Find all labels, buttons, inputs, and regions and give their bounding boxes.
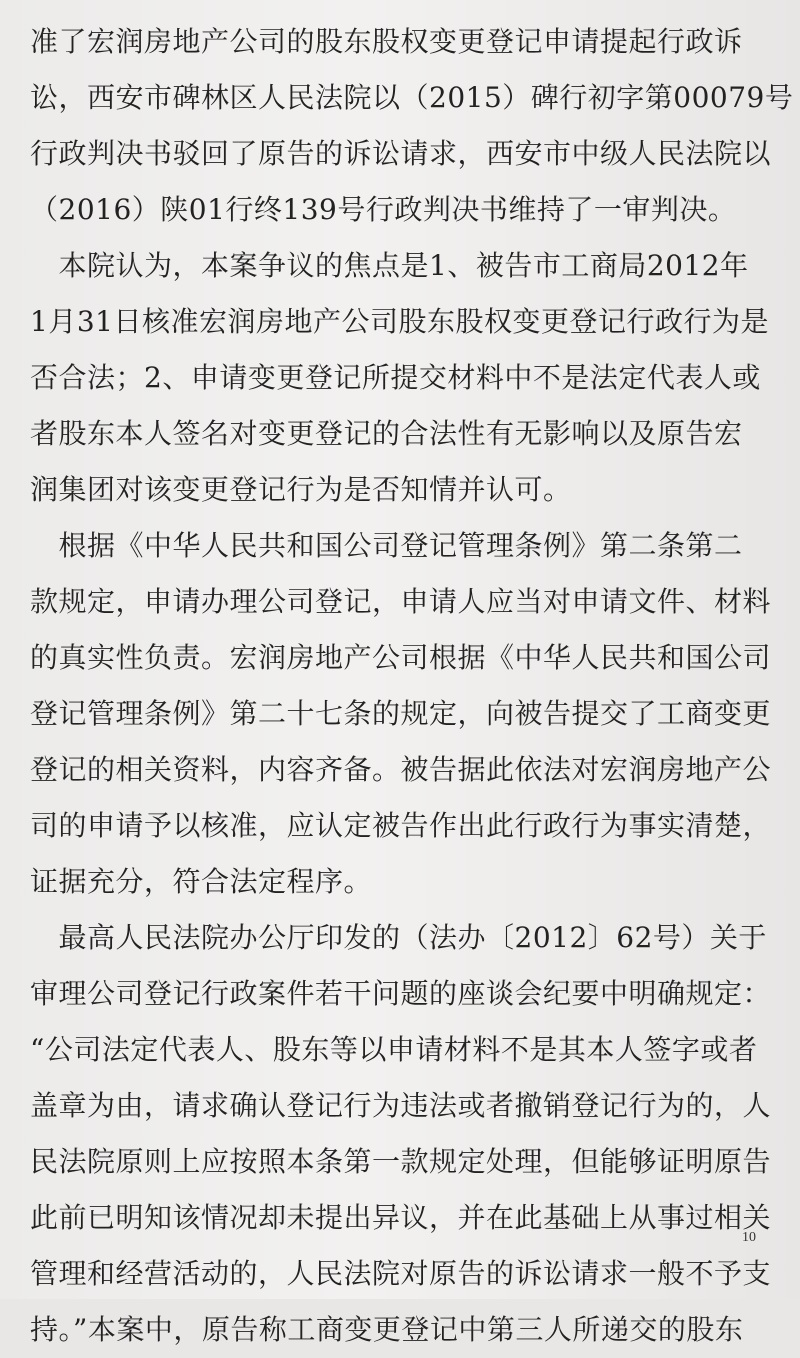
- text-line: 款规定，申请办理公司登记，申请人应当对申请文件、材料: [30, 585, 772, 618]
- text-line: （2016）陕01行终139号行政判决书维持了一审判决。: [30, 193, 737, 226]
- text-line: 证据充分，符合法定程序。: [30, 865, 373, 898]
- text-line: 准了宏润房地产公司的股东股权变更登记申请提起行政诉: [30, 25, 743, 58]
- text-line: 讼，西安市碑林区人民法院以（2015）碑行初字第00079号: [30, 81, 794, 114]
- page-number: 10: [742, 1230, 756, 1245]
- text-line: 根据《中华人民共和国公司登记管理条例》第二条第二: [30, 529, 743, 562]
- text-line: 者股东本人签名对变更登记的合法性有无影响以及原告宏: [30, 417, 743, 450]
- text-line: 此前已明知该情况却未提出异议，并在此基础上从事过相关: [30, 1201, 772, 1234]
- text-line: 行政判决书驳回了原告的诉讼请求，西安市中级人民法院以: [30, 137, 772, 170]
- text-line: 管理和经营活动的，人民法院对原告的诉讼请求一般不予支: [30, 1257, 772, 1290]
- text-line: 润集团对该变更登记行为是否知情并认可。: [30, 473, 572, 506]
- text-line: 持。”本案中，原告称工商变更登记中第三人所递交的股东: [30, 1313, 744, 1346]
- text-line: 登记的相关资料，内容齐备。被告据此依法对宏润房地产公: [30, 753, 772, 786]
- text-line: 本院认为，本案争议的焦点是1、被告市工商局2012年: [30, 249, 749, 282]
- text-line: “公司法定代表人、股东等以申请材料不是其本人签字或者: [30, 1033, 758, 1066]
- text-line: 盖章为由，请求确认登记行为违法或者撤销登记行为的，人: [30, 1089, 772, 1122]
- text-line: 最高人民法院办公厅印发的（法办〔2012〕62号）关于: [30, 921, 767, 954]
- text-line: 司的申请予以核准，应认定被告作出此行政行为事实清楚，: [30, 809, 772, 842]
- body-text: [30, 14, 794, 1358]
- text-line: 登记管理条例》第二十七条的规定，向被告提交了工商变更: [30, 697, 772, 730]
- text-line: 的真实性负责。宏润房地产公司根据《中华人民共和国公司: [30, 641, 772, 674]
- text-line: 否合法；2、申请变更登记所提交材料中不是法定代表人或: [30, 361, 761, 394]
- text-line: 1月31日核准宏润房地产公司股东股权变更登记行政行为是: [30, 305, 769, 338]
- text-line: 民法院原则上应按照本条第一款规定处理，但能够证明原告: [30, 1145, 772, 1178]
- text-line: 审理公司登记行政案件若干问题的座谈会纪要中明确规定：: [30, 977, 772, 1010]
